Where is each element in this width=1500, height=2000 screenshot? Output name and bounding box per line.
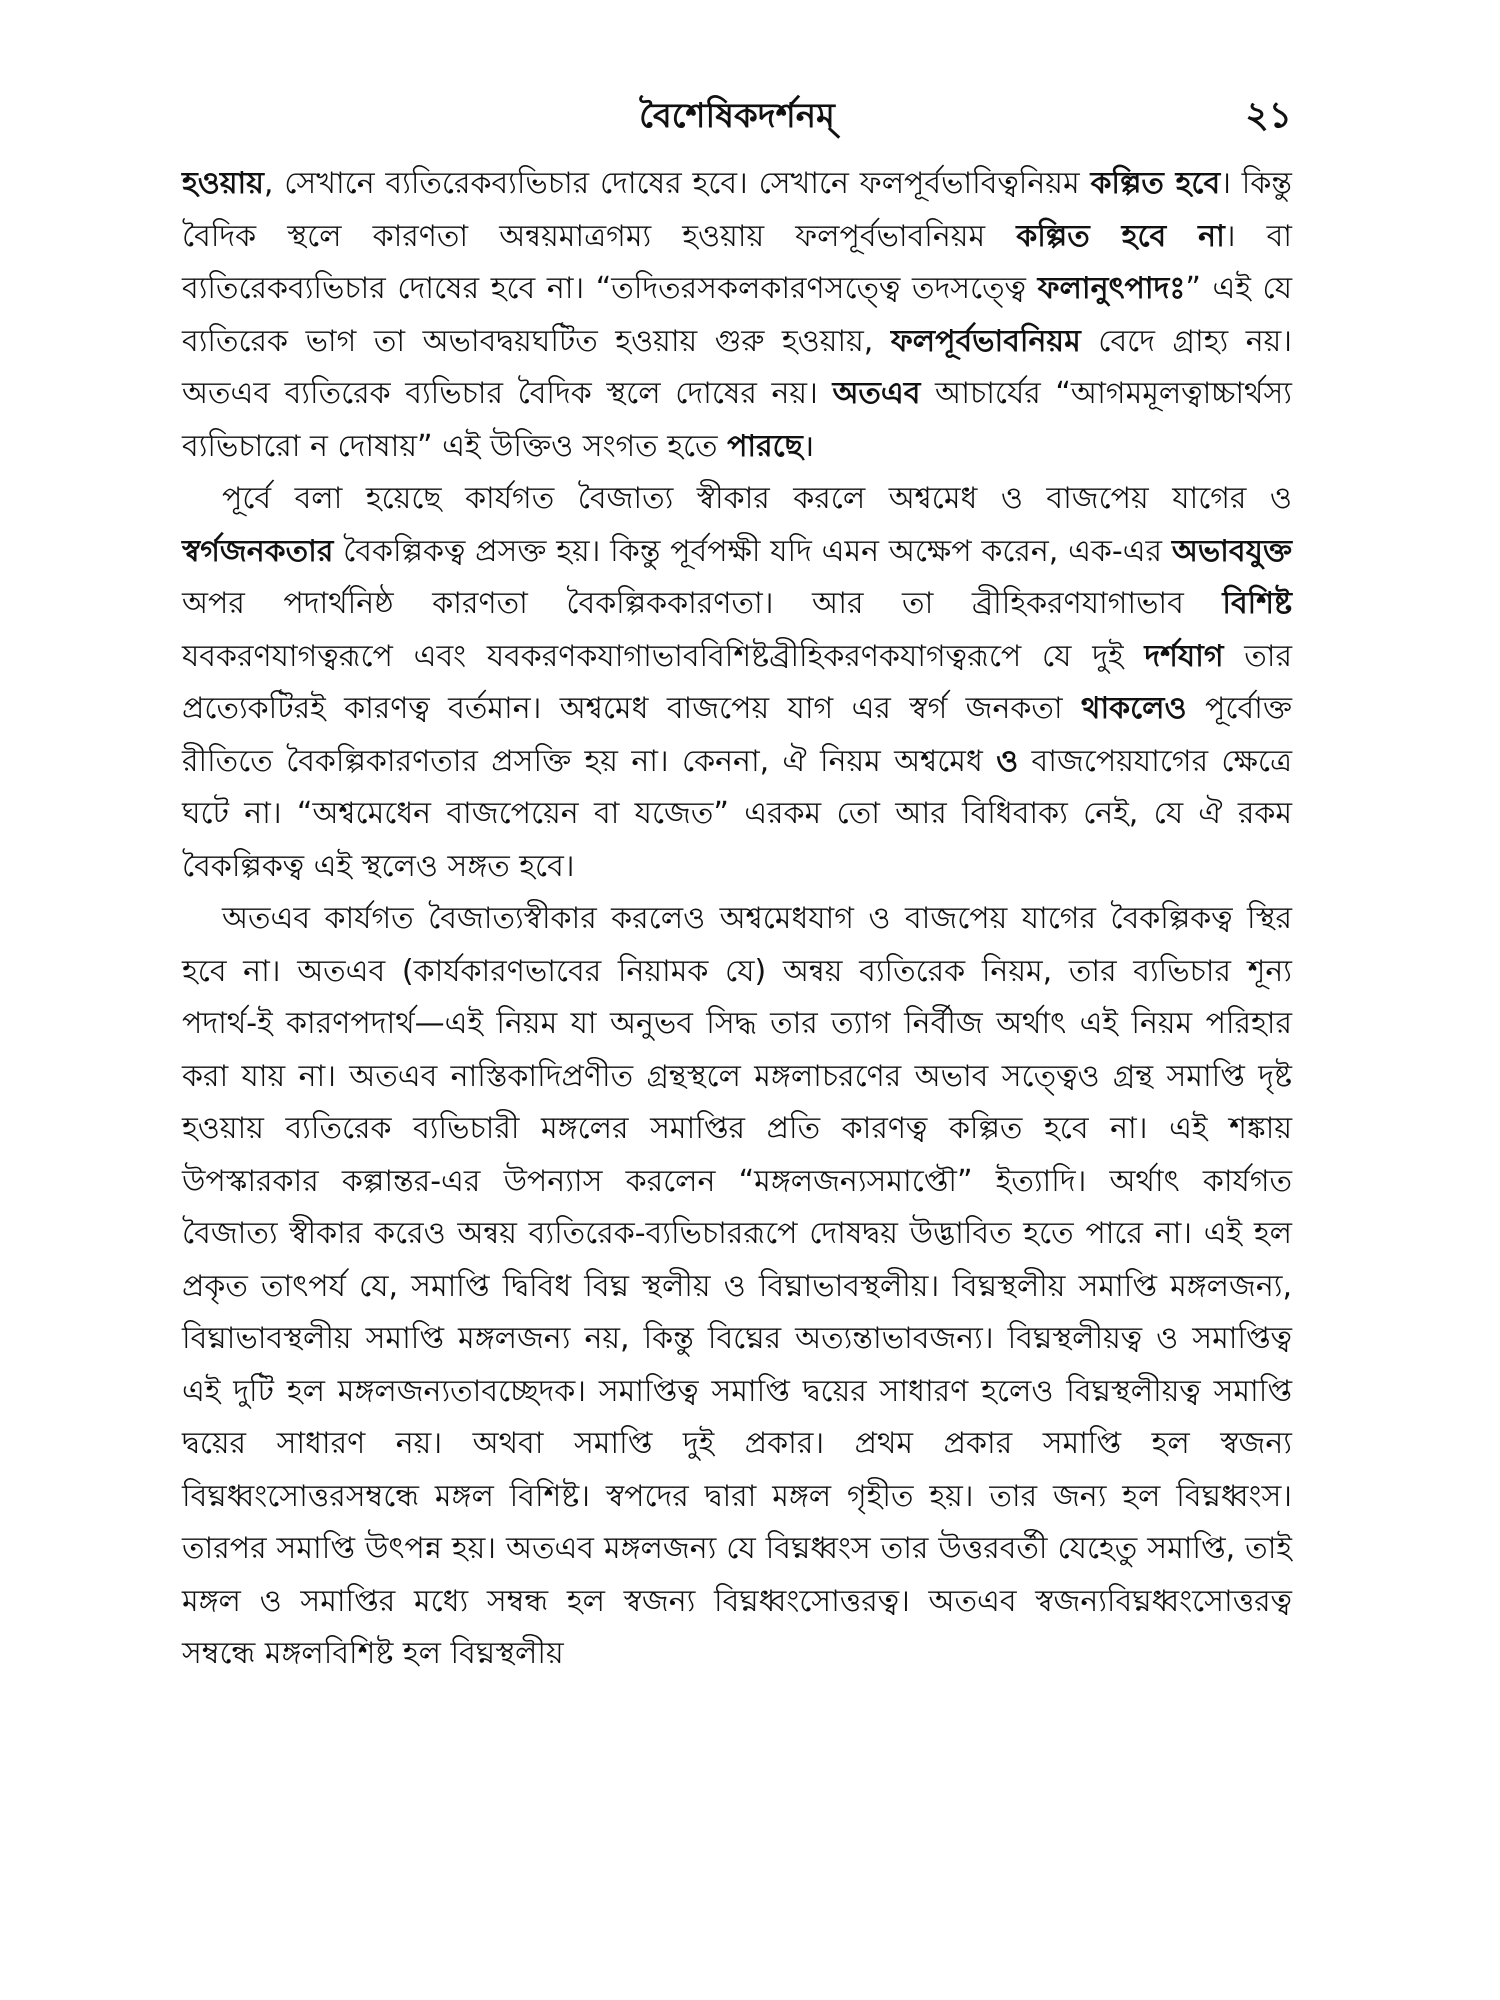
text-run: অপর পদার্থনিষ্ঠ কারণতা বৈকল্পিককারণতা। আর তা ব্রীহিকরণযাগাভাব xyxy=(182,586,1223,621)
text-run: পূর্বে বলা হয়েছে কার্যগত বৈজাত্য স্বীকার করলে অশ্বমেধ ও বাজপেয় যাগের ও xyxy=(222,481,1292,516)
text-run: বিশিষ্ট xyxy=(1222,586,1292,621)
text-run: পূর্বোক্ত রীতিতে বৈকল্পিকারণতার প্রসক্তি হয় না। কেননা, ঐ নিয়ম অশ্বমেধ xyxy=(182,691,1292,779)
text-run: । কিন্তু বৈদিক স্থলে কারণতা অন্বয়মাত্রগম্য হওয়ায় ফলপূর্বভাবনিয়ম xyxy=(182,166,1292,254)
text-run: , সেখানে ব্যতিরেকব্যভিচার দোষের হবে। সেখানে ফলপূর্বভাবিত্বনিয়ম xyxy=(263,166,1091,201)
running-title: বৈশেষিকদর্শনম্ xyxy=(639,96,835,136)
text-run: ও xyxy=(996,743,1019,779)
text-run: তার প্রত্যেকটিরই কারণত্ব বর্তমান। অশ্বমেধ বাজপেয় যাগ এর স্বর্গ জনকতা xyxy=(182,638,1292,726)
text-run: থাকলেও xyxy=(1081,691,1187,726)
text-run: । xyxy=(802,428,815,464)
text-run: হওয়ায় xyxy=(182,166,264,201)
text-run: অভাবযুক্ত xyxy=(1171,533,1292,569)
text-run: ” এই যে ব্যতিরেক ভাগ তা অভাবদ্বয়ঘটিত হওয়ায় গুরু হওয়ায়, xyxy=(182,271,1292,359)
text-run: । বা ব্যতিরেকব্যভিচার দোষের হবে না। “তদিতরসকলকারণসত্ত্বে তদসত্ত্বে xyxy=(182,218,1292,306)
text-run: বাজপেয়যাগের ক্ষেত্রে ঘটে না। “অশ্বমেধেন বাজপেয়েন বা যজেত” এরকম তো আর বিধিবাক্য নেই, যে ঐ রকম বৈকল্পিকত্ব এই স্থলেও সঙ্গত হবে। xyxy=(182,743,1292,884)
text-run: যবকরণযাগত্বরূপে এবং যবকরণকযাগাভাববিশিষ্টব্রীহিকরণকযাগত্বরূপে যে দুই xyxy=(182,638,1145,674)
text-run: ফলানুৎপাদঃ xyxy=(1037,271,1186,306)
running-head xyxy=(182,86,1292,146)
body-text xyxy=(182,158,1292,1681)
text-run: দর্শযাগ xyxy=(1144,638,1224,674)
text-run: পারছে xyxy=(727,428,803,464)
text-run: বেদে গ্রাহ্য নয়। অতএব ব্যতিরেক ব্যভিচার বৈদিক স্থলে দোষের নয়। xyxy=(182,323,1292,411)
text-run: কল্পিত হবে xyxy=(1090,166,1221,201)
text-run: অতএব কার্যগত বৈজাত্যস্বীকার করলেও অশ্বমেধযাগ ও বাজপেয় যাগের বৈকল্পিকত্ব স্থির হবে না। অতএব (কার্যকারণভাবের নিয়ামক যে) অন্বয় ব্যতিরেক নিয়ম, তার ব্যভিচার শূন্য পদার্থ-ই কারণপদার্থ—এই নিয়ম যা অনুভব সিদ্ধ তার ত্যাগ নির্বীজ অর্থাৎ এই নিয়ম পরিহার করা যায় না। অতএব নাস্তিকাদিপ্রণীত গ্রন্থস্থলে মঙ্গলাচরণের অভাব সত্ত্বেও গ্রন্থ সমাপ্তি দৃষ্ট হওয়ায় ব্যতিরেক ব্যভিচারী মঙ্গলের সমাপ্তির প্রতি কারণত্ব কল্পিত হবে না। এই শঙ্কায় উপস্কারকার কল্পান্তর-এর উপন্যাস করলেন “মঙ্গলজন্যসমাপ্তৌ” ইত্যাদি। অর্থাৎ কার্যগত বৈজাত্য স্বীকার করেও অন্বয় ব্যতিরেক-ব্যভিচাররূপে দোষদ্বয় উদ্ভাবিত হতে পারে না। এই হল প্রকৃত তাৎপর্য যে, সমাপ্তি দ্বিবিধ বিঘ্ন স্থলীয় ও বিঘ্নাভাবস্থলীয়। বিঘ্নস্থলীয় সমাপ্তি মঙ্গলজন্য, বিঘ্নাভাবস্থলীয় সমাপ্তি মঙ্গলজন্য নয়, কিন্তু বিঘ্নের অত্যন্তাভাবজন্য। বিঘ্নস্থলীয়ত্ব ও সমাপ্তিত্ব এই দুটি হল মঙ্গলজন্যতাবচ্ছেদক। সমাপ্তিত্ব সমাপ্তি দ্বয়ের সাধারণ হলেও বিঘ্নস্থলীয়ত্ব সমাপ্তি দ্বয়ের সাধারণ নয়। অথবা সমাপ্তি দুই প্রকার। প্রথম প্রকার সমাপ্তি হল স্বজন্য বিঘ্নধ্বংসোত্তরসম্বন্ধে মঙ্গল বিশিষ্ট। স্বপদের দ্বারা মঙ্গল গৃহীত হয়। তার জন্য হল বিঘ্নধ্বংস। তারপর সমাপ্তি উৎপন্ন হয়। অতএব মঙ্গলজন্য যে বিঘ্নধ্বংস তার উত্তরবর্তী যেহেতু সমাপ্তি, তাই মঙ্গল ও সমাপ্তির মধ্যে সম্বন্ধ হল স্বজন্য বিঘ্নধ্বংসোত্তরত্ব। অতএব স্বজন্যবিঘ্নধ্বংসোত্তরত্ব সম্বন্ধে মঙ্গলবিশিষ্ট হল বিঘ্নস্থলীয় xyxy=(182,901,1292,1671)
text-run: অতএব xyxy=(832,376,921,411)
paragraph-1 xyxy=(182,158,1292,473)
page-number: ২১ xyxy=(1245,95,1292,136)
text-run: বৈকল্পিকত্ব প্রসক্ত হয়। কিন্তু পূর্বপক্ষী যদি এমন অক্ষেপ করেন, এক-এর xyxy=(333,533,1172,569)
paragraph-2 xyxy=(182,473,1292,893)
text-run: স্বর্গজনকতার xyxy=(182,533,334,569)
text-run: আচার্যের “আগমমূলত্বাচ্চার্থস্য ব্যভিচারো ন দোষায়” এই উক্তিও সংগত হতে xyxy=(182,376,1292,464)
paragraph-3 xyxy=(182,893,1292,1681)
text-run: কল্পিত হবে না xyxy=(1016,218,1225,254)
text-run: ফলপূর্বভাবনিয়ম xyxy=(890,323,1081,359)
